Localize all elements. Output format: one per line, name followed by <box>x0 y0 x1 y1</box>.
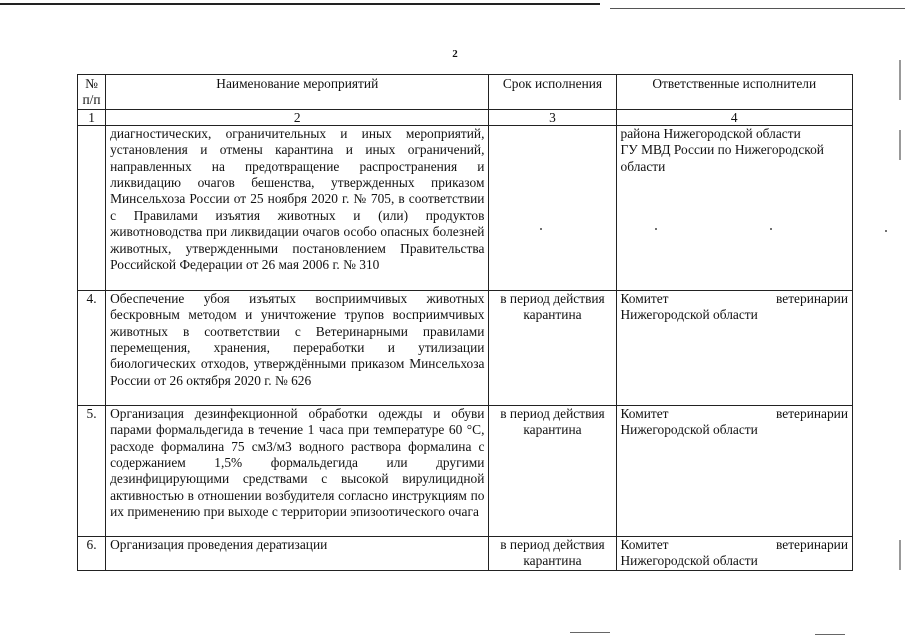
column-number-row <box>78 109 853 125</box>
responsible-line: района Нижегородской области <box>620 125 801 141</box>
page-number: 2 <box>452 48 458 60</box>
scan-speck <box>885 230 887 232</box>
measure-responsible <box>616 125 852 290</box>
column-number: 1 <box>78 109 106 125</box>
column-number: 4 <box>616 109 852 125</box>
scan-speck <box>655 228 657 230</box>
scan-bottom-rule <box>815 634 845 635</box>
responsible-line: Комитет ветеринарии <box>620 405 848 421</box>
scan-margin-mark <box>899 60 901 100</box>
row-number: 5. <box>78 405 106 536</box>
column-number: 2 <box>106 109 489 125</box>
table-row <box>78 290 853 405</box>
measure-term <box>489 125 616 290</box>
column-number: 3 <box>489 109 616 125</box>
scan-top-rule-right <box>610 8 905 9</box>
responsible-line: Нижегородской области <box>620 307 758 323</box>
scan-margin-mark <box>899 130 901 160</box>
row-number <box>78 125 106 290</box>
row-number: 4. <box>78 290 106 405</box>
table-row <box>78 125 853 290</box>
measure-name: Организация проведения дератизации <box>106 536 489 570</box>
measure-term: в период действия карантина <box>489 405 616 536</box>
measure-responsible <box>616 536 852 570</box>
measure-term: в период действия карантина <box>489 290 616 405</box>
scan-speck <box>770 228 772 230</box>
scan-margin-mark <box>899 540 901 570</box>
table-row <box>78 536 853 570</box>
responsible-line: Нижегородской области <box>620 422 758 438</box>
scan-speck <box>540 228 542 230</box>
measure-responsible <box>616 290 852 405</box>
scan-top-rule <box>0 3 600 5</box>
measure-name: Обеспечение убоя изъятых восприимчивых животных бескровным методом и уничтожение трупов восприимчивых животных в соответствии с Ветеринарными правилами перемещения, хранения, переработки и утилизации биологических отходов, утверждёнными приказом Минсельхоза России от 26 октября 2020 г. № 626 <box>106 290 489 405</box>
header-row <box>78 75 853 110</box>
responsible-line: Комитет ветеринарии <box>620 290 848 306</box>
table-row <box>78 405 853 536</box>
measure-name: диагностических, ограничительных и иных мероприятий, установления и отмены карантина и иных ограничений, направленных на предотвращение распространения и ликвидацию очагов бешенства, утвержденных приказом Минсельхоза России от 25 ноября 2020 г. № 705, в соответствии с Правилами изъятия животных и (или) продуктов животноводства при ликвидации очагов особо опасных болезней животных, утвержденными постановлением Правительства Российской Федерации от 26 мая 2006 г. № 310 <box>106 125 489 290</box>
measure-responsible <box>616 405 852 536</box>
scan-bottom-rule <box>570 632 610 633</box>
measure-name: Организация дезинфекционной обработки одежды и обуви парами формальдегида в течение 1 часа при температуре 60 °С, расходе формалина 75 см3/м3 водного раствора формалина с содержанием 1,5% формальдегида или другими дезинфицирующими средствами с высокой вирулицидной активностью в отношении возбудителя согласно инструкциям по их применению при выходе с территории эпизоотического очага <box>106 405 489 536</box>
measures-table <box>77 74 853 571</box>
responsible-line: Комитет ветеринарии <box>620 536 848 552</box>
header-no: № п/п <box>78 75 106 110</box>
responsible-line: ГУ МВД России по Нижегородской области <box>620 142 824 174</box>
responsible-line: Нижегородской области <box>620 553 758 569</box>
header-name: Наименование мероприятий <box>106 75 489 110</box>
measure-term: в период действия карантина <box>489 536 616 570</box>
header-responsible: Ответственные исполнители <box>616 75 852 110</box>
header-term: Срок исполнения <box>489 75 616 110</box>
row-number: 6. <box>78 536 106 570</box>
